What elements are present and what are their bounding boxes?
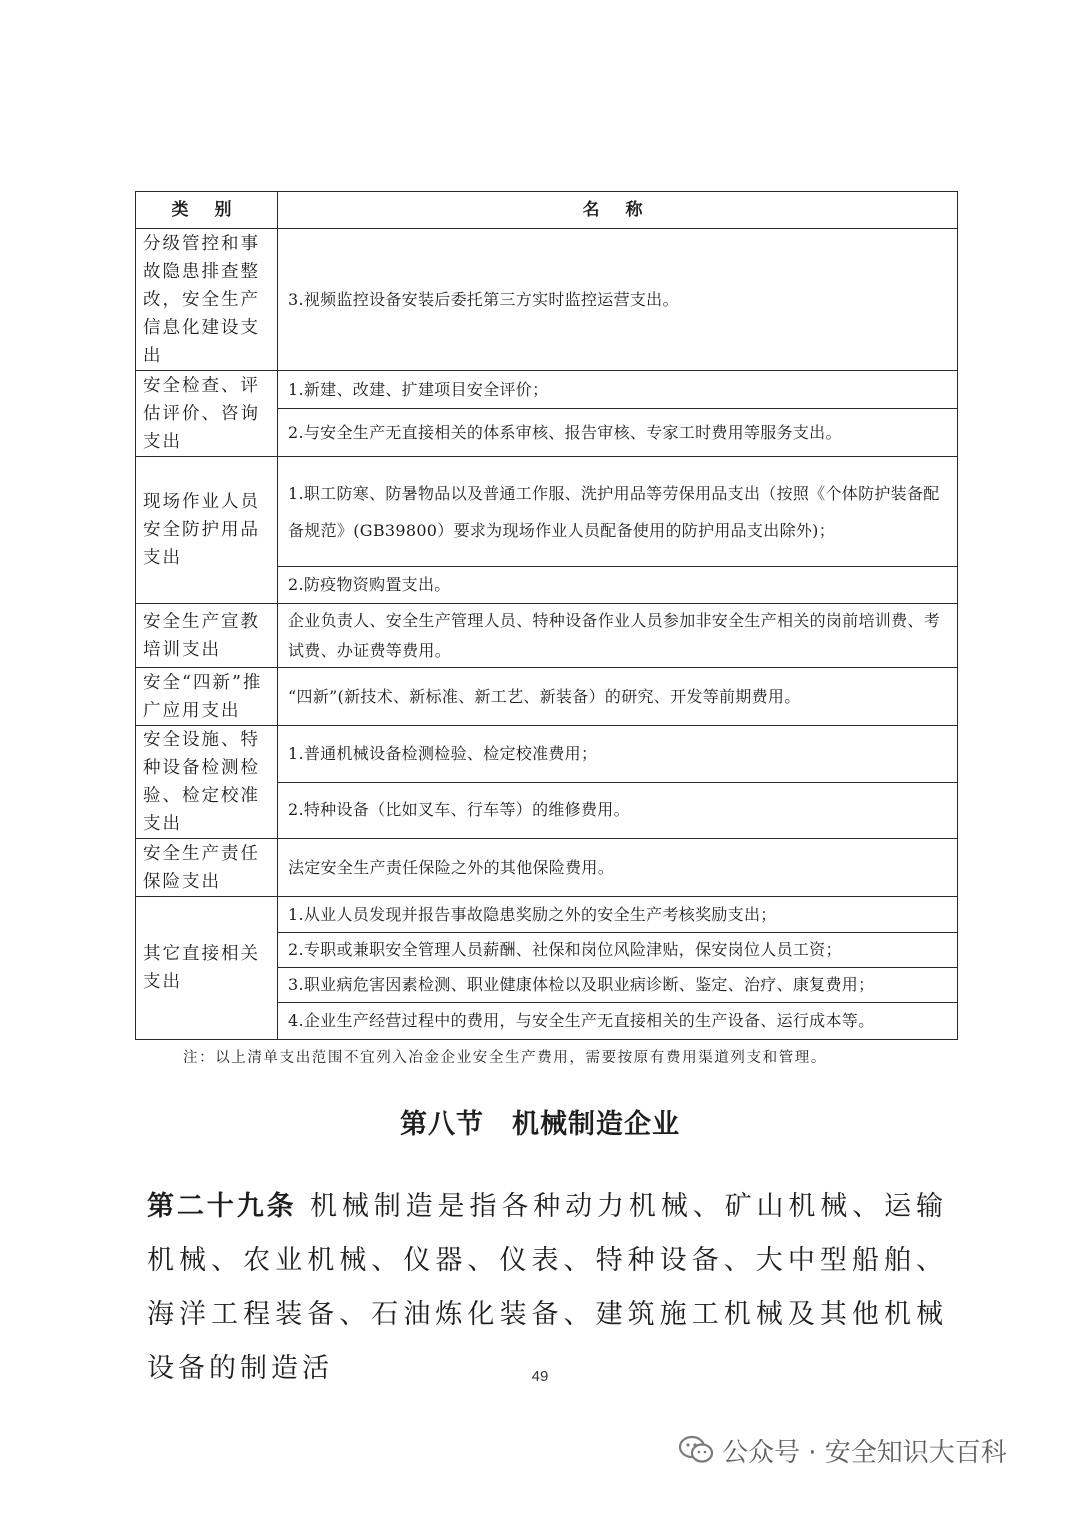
- item-cell: 2.专职或兼职安全管理人员薪酬、社保和岗位风险津贴，保安岗位人员工资；: [278, 933, 958, 968]
- item-cell: 1.新建、改建、扩建项目安全评价；: [278, 371, 958, 409]
- category-cell: 现场作业人员安全防护用品支出: [136, 457, 278, 604]
- article-paragraph: [147, 1180, 947, 1396]
- wechat-icon: [678, 1434, 714, 1466]
- page-number: 49: [531, 1368, 549, 1385]
- category-cell: 安全生产宣教培训支出: [136, 604, 278, 668]
- item-cell: 3.视频监控设备安装后委托第三方实时监控运营支出。: [278, 229, 958, 371]
- table-row: [136, 839, 958, 897]
- table-row: [136, 897, 958, 933]
- watermark: [678, 1430, 1007, 1470]
- item-cell: 1.职工防寒、防暑物品以及普通工作服、洗护用品等劳保用品支出（按照《个体防护装备配备规范》(GB39800）要求为现场作业人员配备使用的防护用品支出除外)；: [278, 457, 958, 567]
- category-cell: 安全“四新”推广应用支出: [136, 668, 278, 726]
- category-cell: 分级管控和事故隐患排查整改，安全生产信息化建设支出: [136, 229, 278, 371]
- category-cell: 安全生产责任保险支出: [136, 839, 278, 897]
- item-cell: 企业负责人、安全生产管理人员、特种设备作业人员参加非安全生产相关的岗前培训费、考试费、办证费等费用。: [278, 604, 958, 668]
- category-cell: 安全检查、评估评价、咨询支出: [136, 371, 278, 457]
- expense-table: [135, 191, 958, 1040]
- header-name: 名 称: [278, 192, 958, 229]
- item-cell: 2.防疫物资购置支出。: [278, 567, 958, 604]
- watermark-text: 公众号 · 安全知识大百科: [722, 1437, 1007, 1468]
- article-text: 机械制造是指各种动力机械、矿山机械、运输机械、农业机械、仪器、仪表、特种设备、大中型船舶、海洋工程装备、石油炼化装备、建筑施工机械及其他机械设备的制造活: [147, 1191, 947, 1384]
- item-cell: 4.企业生产经营过程中的费用，与安全生产无直接相关的生产设备、运行成本等。: [278, 1003, 958, 1040]
- item-cell: “四新”(新技术、新标准、新工艺、新装备）的研究、开发等前期费用。: [278, 668, 958, 726]
- table-row: [136, 668, 958, 726]
- item-cell: 2.特种设备（比如叉车、行车等）的维修费用。: [278, 782, 958, 839]
- table-row: [136, 457, 958, 567]
- item-cell: 1.普通机械设备检测检验、检定校准费用；: [278, 726, 958, 783]
- category-cell: 其它直接相关支出: [136, 897, 278, 1040]
- item-cell: 1.从业人员发现并报告事故隐患奖励之外的安全生产考核奖励支出；: [278, 897, 958, 933]
- table-row: [136, 604, 958, 668]
- section-title: 第八节 机械制造企业: [400, 1109, 680, 1140]
- item-cell: 2.与安全生产无直接相关的体系审核、报告审核、专家工时费用等服务支出。: [278, 409, 958, 457]
- article-number: 第二十九条: [147, 1191, 297, 1222]
- header-category: 类 别: [136, 192, 278, 229]
- table-row: [136, 371, 958, 409]
- item-cell: 3.职业病危害因素检测、职业健康体检以及职业病诊断、鉴定、治疗、康复费用；: [278, 968, 958, 1003]
- category-cell: 安全设施、特种设备检测检验、检定校准支出: [136, 726, 278, 839]
- table-note: 注：以上清单支出范围不宜列入冶金企业安全生产费用，需要按原有费用渠道列支和管理。: [183, 1050, 827, 1066]
- item-cell: 法定安全生产责任保险之外的其他保险费用。: [278, 839, 958, 897]
- table-row: [136, 229, 958, 371]
- table-row: [136, 726, 958, 783]
- table-header-row: [136, 192, 958, 229]
